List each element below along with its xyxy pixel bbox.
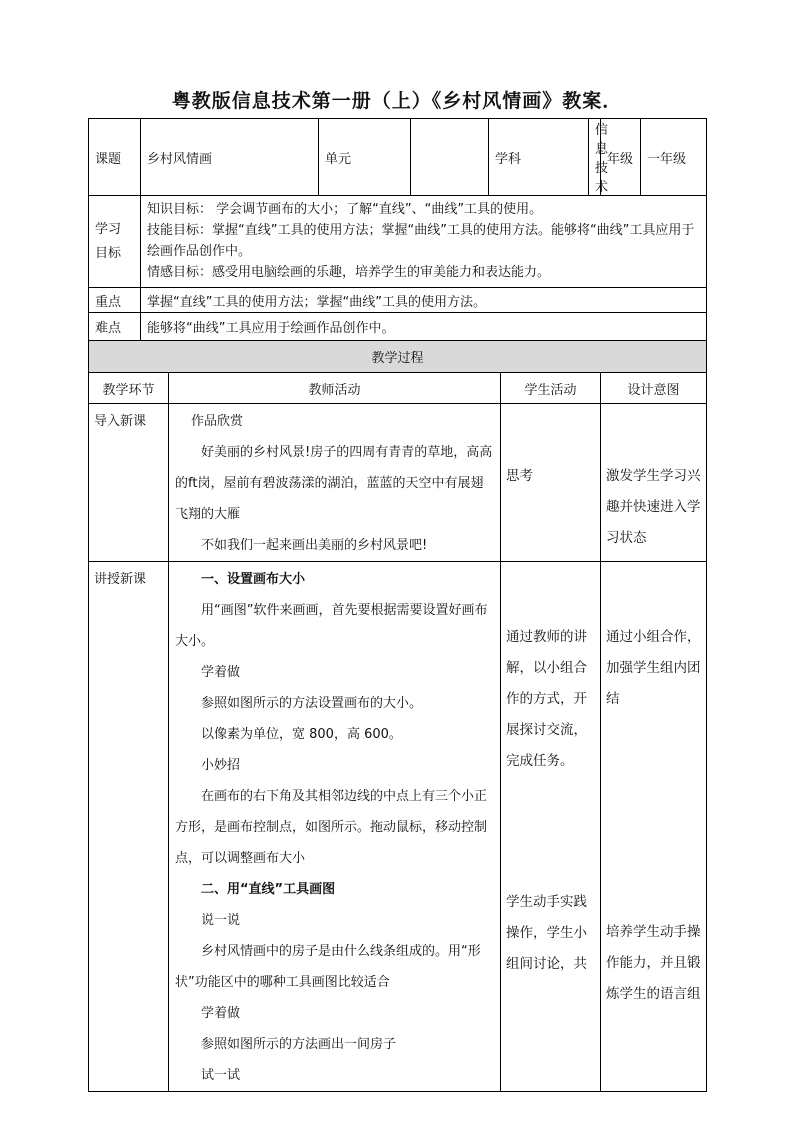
- key-point-row: [89, 288, 707, 313]
- topic-value: 乡村风情画: [141, 119, 319, 196]
- col-intent: 设计意图: [601, 373, 707, 404]
- lecture-stage: 讲授新课: [89, 562, 169, 1092]
- intro-teacher-line: 不如我们一起来画出美丽的乡村风景吧!: [201, 538, 428, 553]
- goals-label-line1: 学习: [95, 221, 122, 237]
- difficulty-label: 难点: [89, 313, 141, 341]
- column-header-row: [89, 373, 707, 404]
- intro-teacher: [169, 404, 501, 562]
- lecture-teacher-line: 二、用“直线”工具画图: [201, 882, 336, 897]
- intro-teacher-line: 作品欣赏: [191, 414, 244, 429]
- grade-label: 年级: [601, 119, 641, 196]
- key-point-label: 重点: [89, 288, 141, 313]
- lecture-student-1: 通过教师的讲解，以小组合作的方式，开展探讨交流，完成任务。: [506, 629, 588, 769]
- document-title: 粤教版信息技术第一册（上）《乡村风情画》教案．: [171, 90, 623, 112]
- lecture-teacher-line: 用“画图”软件来画画，首先要根据需要设置好画布大小。: [175, 603, 488, 649]
- info-row: [89, 119, 707, 196]
- unit-label: 单元: [319, 119, 411, 196]
- lecture-teacher-line: 说一说: [201, 913, 241, 928]
- process-header-row: [89, 341, 707, 373]
- grade-value: 一年级: [641, 119, 707, 196]
- difficulty-text: 能够将“曲线”工具应用于绘画作品创作中。: [141, 313, 707, 341]
- lecture-intent-2: 培养学生动手操作能力，并且锻炼学生的语言组: [606, 924, 701, 1002]
- goals-label: [89, 196, 141, 288]
- intro-row: [89, 404, 707, 562]
- col-student: 学生活动: [501, 373, 601, 404]
- lecture-intent-1: 通过小组合作，加强学生组内团结: [606, 629, 701, 707]
- col-teacher: 教师活动: [169, 373, 501, 404]
- difficulty-row: [89, 313, 707, 341]
- goals-content: [141, 196, 707, 288]
- goals-label-line2: 目标: [95, 245, 122, 261]
- topic-label: 课题: [89, 119, 141, 196]
- lecture-teacher: [169, 562, 501, 1092]
- subject-label: 学科: [489, 119, 589, 196]
- process-header: 教学过程: [89, 341, 707, 373]
- lecture-teacher-line: 在画布的右下角及其相邻边线的中点上有三个小正方形，是画布控制点，如图所示。拖动鼠标，移动控制点，可以调整画布大小: [175, 789, 488, 866]
- intro-intent: 激发学生学习兴趣并快速进入学习状态: [601, 404, 707, 562]
- lecture-intent: [601, 562, 707, 1092]
- lecture-teacher-line: 一、设置画布大小: [201, 572, 306, 587]
- unit-value: [411, 119, 489, 196]
- goals-row: [89, 196, 707, 288]
- skill-goal: 技能目标：掌握“直线”工具的使用方法；掌握“曲线”工具的使用方法。能够将“曲线”工具应用于绘画作品创作中。: [147, 223, 695, 259]
- lecture-teacher-line: 乡村风情画中的房子是由什么线条组成的。用“形状”功能区中的哪种工具画图比较适合: [175, 944, 481, 990]
- lecture-student: [501, 562, 601, 1092]
- knowledge-goal: 知识目标： 学会调节画布的大小；了解“直线”、“曲线”工具的使用。: [147, 202, 543, 217]
- col-stage: 教学环节: [89, 373, 169, 404]
- lecture-teacher-line: 学着做: [201, 665, 241, 680]
- lecture-teacher-line: 参照如图所示的方法画出一间房子: [201, 1037, 397, 1052]
- intro-student: 思考: [501, 404, 601, 562]
- emotion-goal: 情感目标：感受用电脑绘画的乐趣，培养学生的审美能力和表达能力。: [147, 265, 551, 280]
- lecture-row: [89, 562, 707, 1092]
- intro-teacher-line: 好美丽的乡村风景!房子的四周有青青的草地，高高的ft岗，屋前有碧波荡漾的湖泊，蓝蓝的天空中有展翅飞翔的大雁: [175, 445, 493, 522]
- key-point-text: 掌握“直线”工具的使用方法；掌握“曲线”工具的使用方法。: [141, 288, 707, 313]
- lecture-teacher-line: 小妙招: [201, 758, 241, 773]
- lecture-teacher-line: 学着做: [201, 1006, 241, 1021]
- intro-stage: 导入新课: [89, 404, 169, 562]
- lecture-teacher-line: 参照如图所示的方法设置画布的大小。: [201, 696, 423, 711]
- subject-value: 信息技术: [589, 119, 601, 196]
- lesson-plan-table: [88, 118, 707, 1092]
- lecture-student-2: 学生动手实践操作，学生小组间讨论，共: [506, 894, 588, 972]
- lecture-teacher-line: 试一试: [201, 1068, 241, 1083]
- lecture-teacher-line: 以像素为单位，宽 800，高 600。: [201, 727, 402, 742]
